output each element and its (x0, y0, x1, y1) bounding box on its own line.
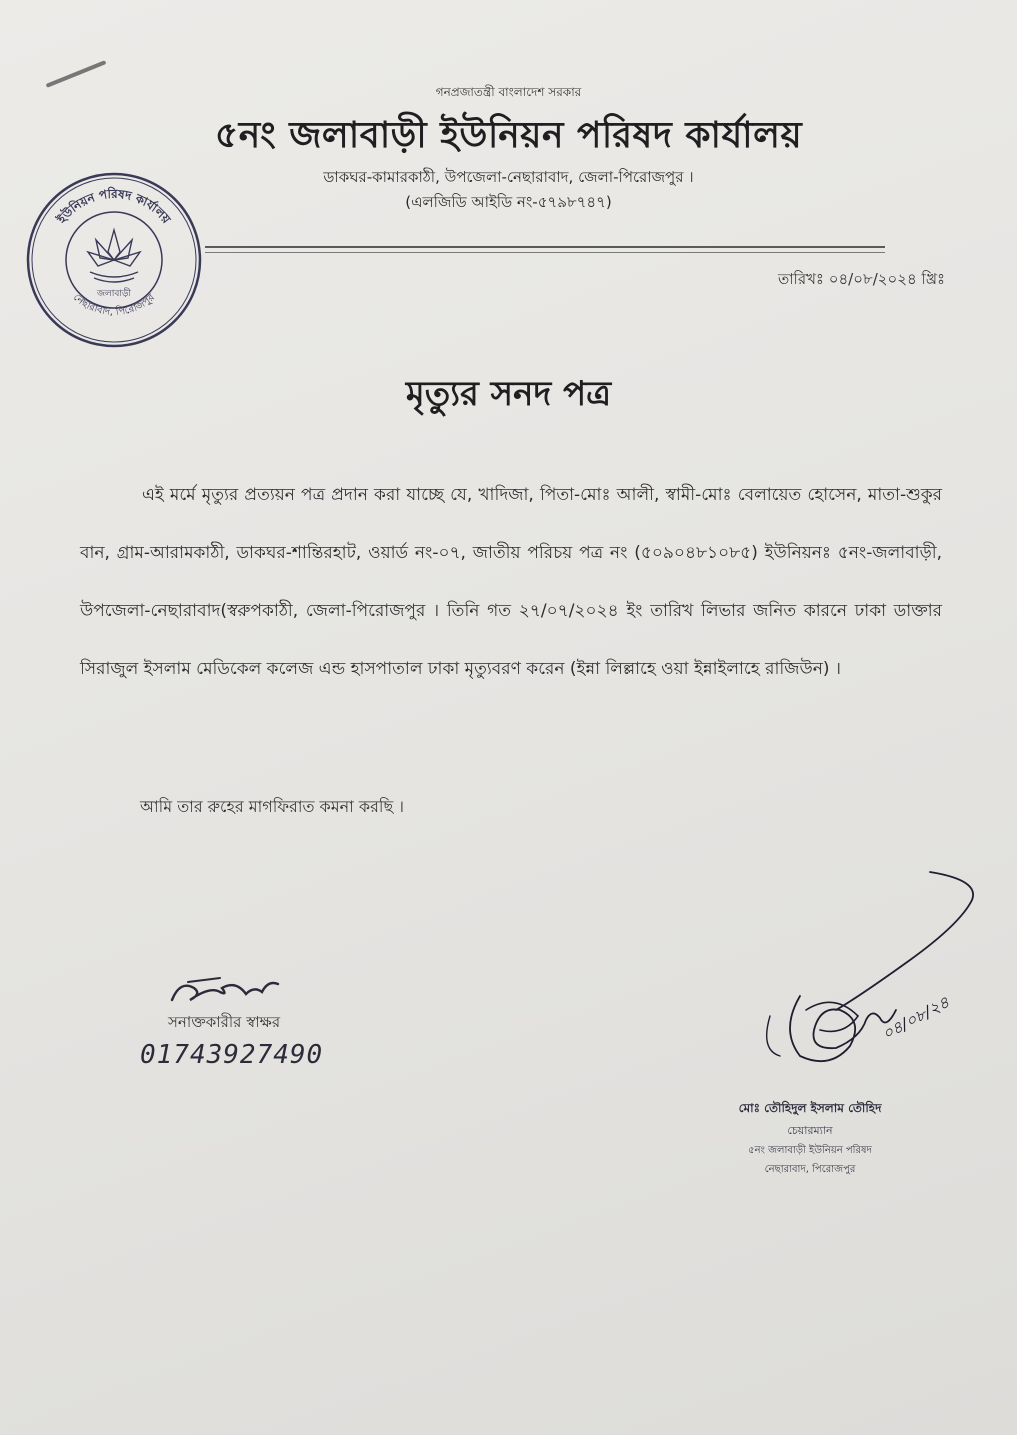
chairman-office: ৫নং জলাবাড়ী ইউনিয়ন পরিষদ (748, 1145, 872, 1156)
certificate-body-text: এই মর্মে মৃত্যুর প্রত্যয়ন পত্র প্রদান করা যাচ্ছে যে, খাদিজা, পিতা-মোঃ আলী, স্বামী-মোঃ বেলায়েত হোসেন, মাতা-শুকুর বান, গ্রাম-আরামকাঠী, ডাকঘর-শান্তিরহাট, ওয়ার্ড নং-০৭, জাতীয় পরিচয় পত্র নং (৫০৯০৪৮১০৮৫) ইউনিয়নঃ ৫নং-জলাবাড়ী, উপজেলা-নেছারাবাদ(স্বরুপকাঠী, জেলা-পিরোজপুর । তিনি গত ২৭/০৭/২০২৪ ইং তারিখ লিভার জনিত কারনে ঢাকা ডাক্তার সিরাজুল ইসলাম মেডিকেল কলেজ এন্ড হাসপাতাল ঢাকা মৃত্যুবরণ করেন (ইন্না লিল্লাহে ওয়া ইন্নাইলাহে রাজিউন) । (80, 485, 942, 679)
chairman-place: নেছারাবাদ, পিরোজপুর (764, 1164, 856, 1175)
svg-text:ইউনিয়ন পরিষদ কার্যালয় (53, 186, 174, 227)
government-line: গনপ্রজাতন্ত্রী বাংলাদেশ সরকার (435, 85, 582, 99)
chairman-signature (740, 860, 990, 1080)
chairman-title: চেয়ারম্যান (787, 1124, 833, 1137)
chairman-stamp-block (700, 1100, 920, 1179)
issue-date: তারিখঃ ০৪/০৮/২০২৪ খ্রিঃ (777, 270, 945, 288)
seal-ring-top-text: ইউনিয়ন পরিষদ কার্যালয় (54, 186, 174, 227)
water-lily-emblem-icon (88, 230, 140, 282)
lgd-id: (এলজিডি আইডি নং-৫৭৯৮৭৪৭) (405, 193, 612, 211)
seal-inner-text: জলাবাড়ী (97, 289, 131, 299)
chairman-sign-date: ০৪/০৮/২৪ (878, 992, 953, 1044)
document-title: মৃত্যুর সনদ পত্র (405, 374, 612, 414)
header-rule-thin (205, 252, 885, 253)
chairman-name: মোঃ তৌহিদুল ইসলাম তৌহিদ (738, 1101, 882, 1115)
office-seal-stamp (22, 168, 206, 352)
identifier-signature (150, 966, 370, 1016)
seal-ring-bottom-text: নেছারাবাদ, পিরোজপুর (70, 291, 158, 319)
office-title: ৫নং জলাবাড়ী ইউনিয়ন পরিষদ কার্যালয় (214, 115, 803, 156)
office-address: ডাকঘর-কামারকাঠী, উপজেলা-নেছারাবাদ, জেলা-পিরোজপুর । (323, 168, 694, 186)
identifier-phone-number: 01743927490 (140, 1040, 324, 1070)
header-rule-thick (205, 246, 885, 248)
prayer-line: আমি তার রুহের মাগফিরাত কমনা করছি । (140, 797, 404, 816)
identifier-signature-label: সনাক্তকারীর স্বাক্ষর (168, 1013, 281, 1031)
